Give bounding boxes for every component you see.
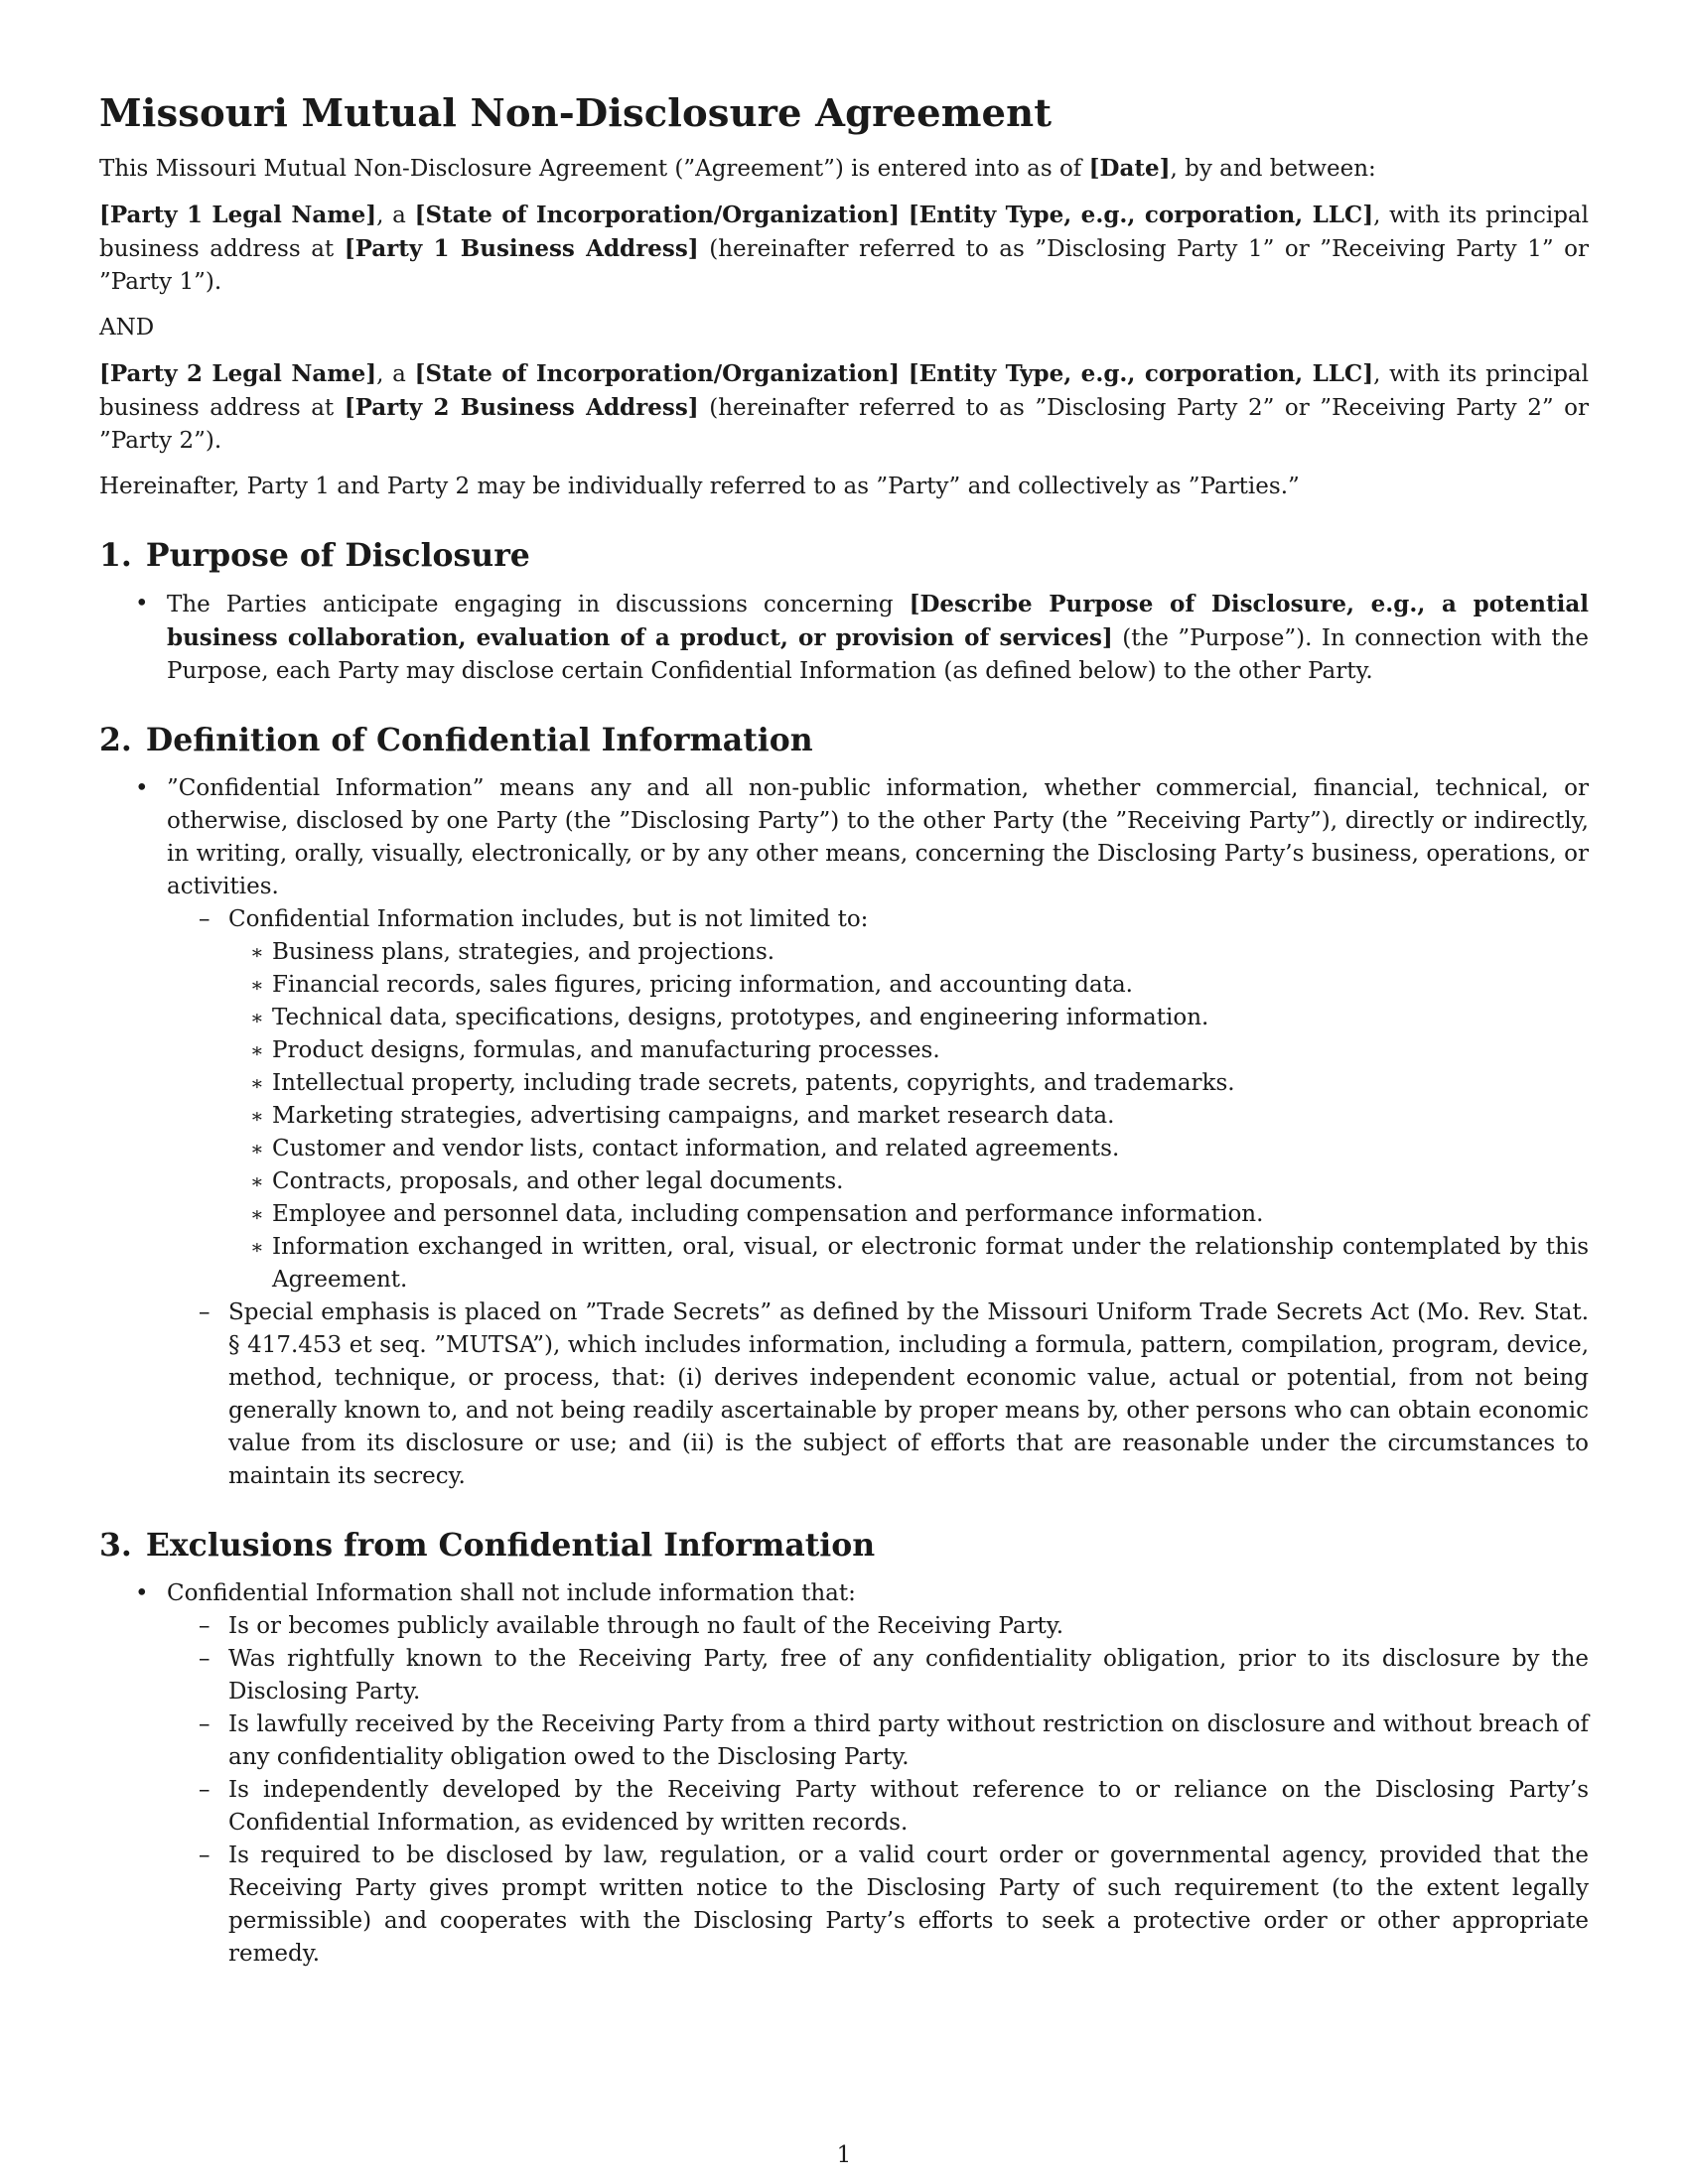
section1-number: 1. (99, 537, 132, 574)
includes-list-item: ∗ Product designs, formulas, and manufacturing processes. (250, 1034, 1589, 1067)
includes-list-item: ∗ Employee and personnel data, including compensation and performance information. (250, 1198, 1589, 1231)
party1-entity: [Entity Type, e.g., corporation, LLC] (908, 202, 1374, 228)
section2-item (99, 772, 1589, 1493)
exclusions-list (199, 1610, 1589, 1971)
party2-name: [Party 2 Legal Name] (99, 360, 377, 387)
section3-number: 3. (99, 1527, 132, 1564)
party1-state: [State of Incorporation/Organization] (414, 202, 900, 228)
includes-intro: Confidential Information includes, but is not limited to: (228, 906, 869, 932)
includes-list-item: ∗ Financial records, sales figures, pricing information, and accounting data. (250, 969, 1589, 1002)
includes-list-item: ∗ Information exchanged in written, oral, visual, or electronic format under the relationship contemplated by this Agreement. (250, 1231, 1589, 1297)
date-placeholder: [Date] (1088, 155, 1171, 182)
section1-title: Purpose of Disclosure (145, 537, 530, 574)
purpose-placeholder: [Describe Purpose of Disclosure, e.g., a potential business collaboration, evaluation of a product, or provision of services] (167, 591, 1589, 651)
exclusion-item: – Is lawfully received by the Receiving Party from a third party without restriction on disclosure and without breach of any confidentiality obligation owed to the Disclosing Party. (199, 1708, 1589, 1774)
document-title: Missouri Mutual Non-Disclosure Agreement (99, 91, 1053, 136)
party1-sep2 (900, 203, 909, 228)
includes-list-item: ∗ Technical data, specifications, designs, prototypes, and engineering information. (250, 1002, 1589, 1034)
exclusion-item: – Is or becomes publicly available through no fault of the Receiving Party. (199, 1610, 1589, 1643)
includes-list-item: ∗ Marketing strategies, advertising campaigns, and market research data. (250, 1100, 1589, 1133)
includes-list-item: ∗ Business plans, strategies, and projections. (250, 936, 1589, 969)
party2-paragraph (99, 357, 1589, 458)
section3-list (99, 1577, 1589, 1971)
intro-text-after: , by and between: (1170, 156, 1376, 182)
exclusions-intro: Confidential Information shall not include information that: (167, 1580, 856, 1606)
section2-sublist (199, 903, 1589, 1493)
party1-tail: (hereinafter referred to as ”Disclosing Party 1” or ”Receiving Party 1” or ”Party 1”). (99, 236, 1589, 295)
section1-item (99, 588, 1589, 688)
party2-address: [Party 2 Business Address] (344, 394, 699, 421)
party1-name: [Party 1 Legal Name] (99, 202, 377, 228)
section2-heading (99, 722, 1589, 758)
includes-list-item: ∗ Customer and vendor lists, contact information, and related agreements. (250, 1133, 1589, 1165)
section3-title: Exclusions from Confidential Information (145, 1527, 876, 1564)
section2-list (99, 772, 1589, 1493)
party2-sep1: , a (376, 361, 415, 387)
section1-heading (99, 537, 1589, 574)
hereinafter-paragraph: Hereinafter, Party 1 and Party 2 may be individually referred to as ”Party” and collectively as ”Parties.” (99, 474, 1300, 499)
includes-list-item: ∗ Contracts, proposals, and other legal documents. (250, 1165, 1589, 1198)
section1-text-after: (the ”Purpose”). In connection with the Purpose, each Party may disclose certain Confidential Information (as defined below) to the other Party. (167, 625, 1589, 684)
party1-sep1: , a (376, 203, 415, 228)
party2-mid: , with its principal business address at (99, 361, 1589, 421)
party1-mid: , with its principal business address at (99, 203, 1589, 262)
trade-secrets-item: – Special emphasis is placed on ”Trade Secrets” as defined by the Missouri Uniform Trade Secrets Act (Mo. Rev. Stat. § 417.453 et seq. ”MUTSA”), which includes information, including a formula, pattern, compilation, program, device, method, technique, or process, that: (i) derives independent economic value, actual or potential, from not being generally known to, and not being readily ascertainable by proper means by, other persons who can obtain economic value from its disclosure or use; and (ii) is the subject of efforts that are reasonable under the circumstances to maintain its secrecy. (199, 1297, 1589, 1493)
party2-entity: [Entity Type, e.g., corporation, LLC] (908, 360, 1374, 387)
exclusion-item: – Was rightfully known to the Receiving Party, free of any confidentiality obligation, prior to its disclosure by the Disclosing Party. (199, 1643, 1589, 1708)
section2-number: 2. (99, 722, 132, 758)
page-number: 1 (836, 2142, 852, 2168)
party1-paragraph (99, 199, 1589, 299)
includes-list-item: ∗ Intellectual property, including trade secrets, patents, copyrights, and trademarks. (250, 1067, 1589, 1100)
exclusion-item: – Is required to be disclosed by law, regulation, or a valid court order or governmental agency, provided that the Receiving Party gives prompt written notice to the Disclosing Party of such requirement (to the extent legally permissible) and cooperates with the Disclosing Party’s efforts to seek a protective order or other appropriate remedy. (199, 1840, 1589, 1971)
party2-state: [State of Incorporation/Organization] (414, 360, 900, 387)
section1-text-before: The Parties anticipate engaging in discussions concerning (167, 592, 910, 617)
section3-item (99, 1577, 1589, 1971)
includes-list (250, 936, 1589, 1297)
party1-address: [Party 1 Business Address] (344, 235, 699, 262)
includes-item (199, 903, 1589, 1297)
section3-heading (99, 1527, 1589, 1564)
intro-text-before: This Missouri Mutual Non-Disclosure Agreement (”Agreement”) is entered into as of (99, 156, 1089, 182)
section1-list (99, 588, 1589, 688)
party2-tail: (hereinafter referred to as ”Disclosing Party 2” or ”Receiving Party 2” or ”Party 2”). (99, 395, 1589, 454)
exclusion-item: – Is independently developed by the Receiving Party without reference to or reliance on the Disclosing Party’s Confidential Information, as evidenced by written records. (199, 1774, 1589, 1840)
and-text: AND (99, 315, 155, 341)
party2-sep2 (900, 361, 909, 387)
section2-title: Definition of Confidential Information (145, 722, 813, 758)
intro-paragraph (99, 152, 1589, 186)
confidential-definition: ”Confidential Information” means any and all non-public information, whether commercial, financial, technical, or otherwise, disclosed by one Party (the ”Disclosing Party”) to the other Party (the ”Receiving Party”), directly or indirectly, in writing, orally, visually, electronically, or by any other means, concerning the Disclosing Party’s business, operations, or activities. (167, 775, 1589, 899)
